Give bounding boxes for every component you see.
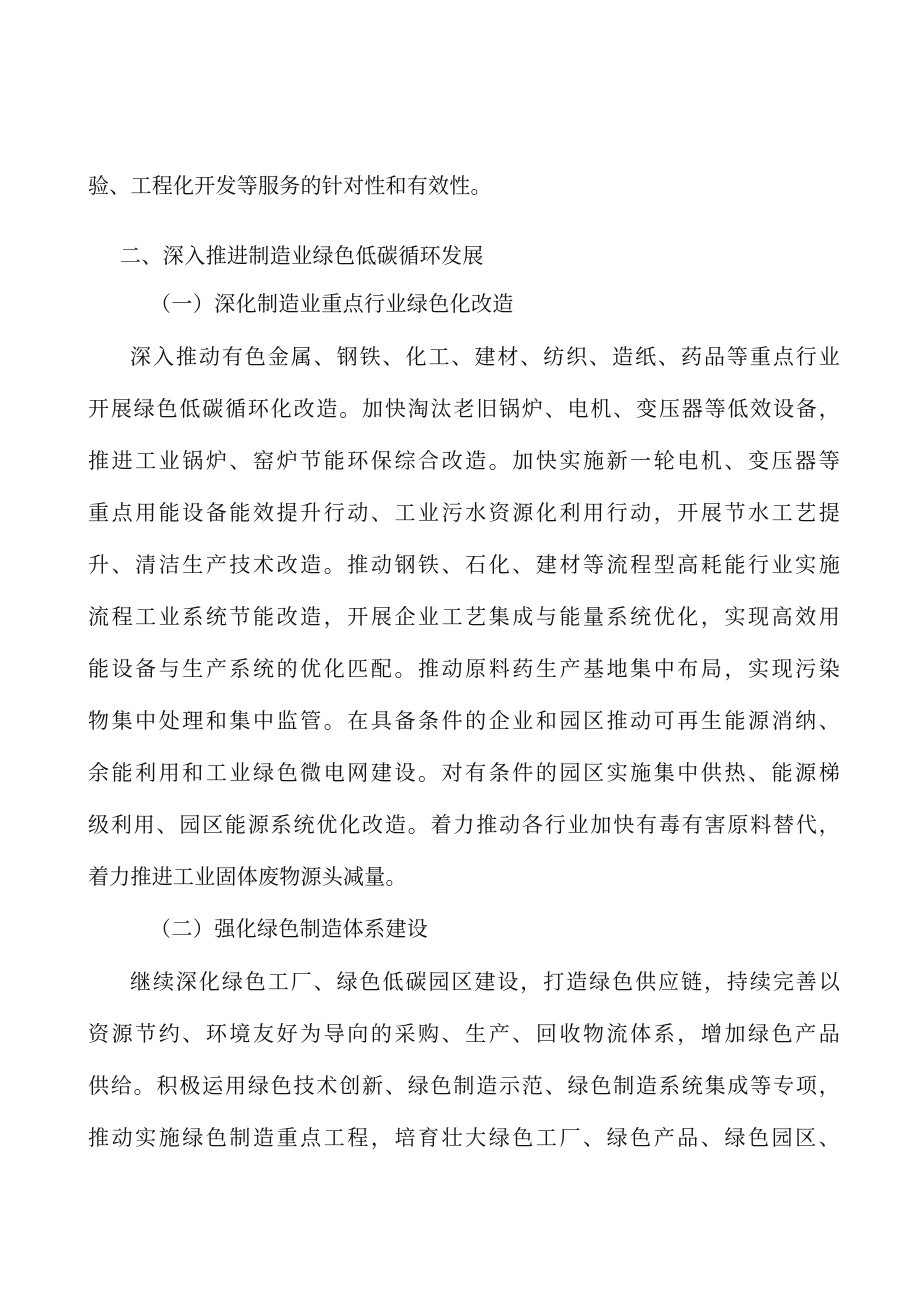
paragraph-line: 着力推进工业固体废物源头减量。 [88, 865, 407, 889]
subsection-heading-1: （一）深化制造业重点行业绿色化改造 [150, 292, 514, 316]
paragraph-line: 级利用、园区能源系统优化改造。着力推动各行业加快有毒有害原料替代， [88, 813, 840, 837]
paragraph-line: 开展绿色低碳循环化改造。加快淘汰老旧锅炉、电机、变压器等低效设备， [88, 397, 840, 421]
paragraph-line: 推进工业锅炉、窑炉节能环保综合改造。加快实施新一轮电机、变压器等 [88, 449, 840, 473]
paragraph-line: 深入推动有色金属、钢铁、化工、建材、纺织、造纸、药品等重点行业 [130, 345, 840, 369]
paragraph-line: 重点用能设备能效提升行动、工业污水资源化利用行动，开展节水工艺提 [88, 501, 840, 525]
paragraph-line: 余能利用和工业绿色微电网建设。对有条件的园区实施集中供热、能源梯 [88, 761, 840, 785]
paragraph-line: 供给。积极运用绿色技术创新、绿色制造示范、绿色制造系统集成等专项， [88, 1074, 840, 1098]
paragraph-line: 流程工业系统节能改造，开展企业工艺集成与能量系统优化，实现高效用 [88, 605, 840, 629]
paragraph-line: 物集中处理和集中监管。在具备条件的企业和园区推动可再生能源消纳、 [88, 709, 840, 733]
paragraph-line: 资源节约、环境友好为导向的采购、生产、回收物流体系，增加绿色产品 [88, 1022, 840, 1046]
paragraph-line: 能设备与生产系统的优化匹配。推动原料药生产基地集中布局，实现污染 [88, 657, 840, 681]
paragraph-line: 继续深化绿色工厂、绿色低碳园区建设，打造绿色供应链，持续完善以 [130, 970, 840, 994]
paragraph-continuation: 验、工程化开发等服务的针对性和有效性。 [88, 174, 492, 198]
paragraph-line: 推动实施绿色制造重点工程，培育壮大绿色工厂、绿色产品、绿色园区、 [88, 1126, 840, 1150]
subsection-heading-2: （二）强化绿色制造体系建设 [150, 917, 429, 941]
section-heading: 二、深入推进制造业绿色低碳循环发展 [120, 244, 484, 268]
paragraph-line: 升、清洁生产技术改造。推动钢铁、石化、建材等流程型高耗能行业实施 [88, 553, 840, 577]
